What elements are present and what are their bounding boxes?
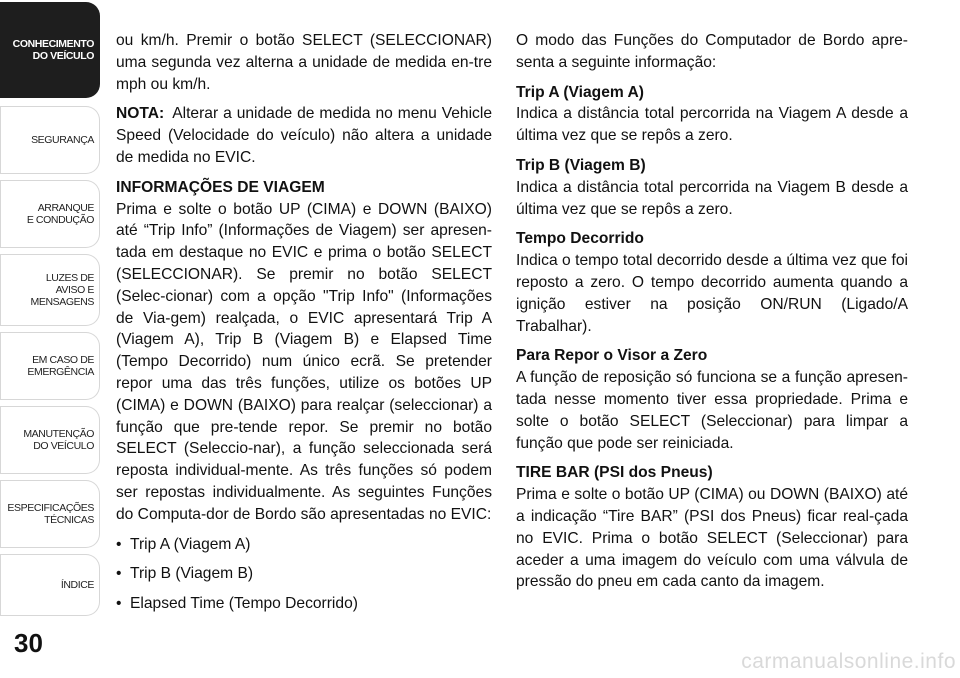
tab-label: EM CASO DE EMERGÊNCIA [27,354,94,378]
section-text: Indica o tempo total decorrido desde a última vez que foi reposto a zero. O tempo decorrido aumenta quando a ignição estiver na posição ON/RUN (Ligado/A Trabalhar). [516,252,908,335]
note-text: Alterar a unidade de medida no menu Vehicle Speed (Velocidade do veículo) não altera a unidade de medida no EVIC. [116,105,492,166]
tab-label: ÍNDICE [60,579,94,591]
section-heading: Trip A (Viagem A) [516,83,644,101]
section-text: A função de reposição só funciona se a função apresen-tada nesse momento tiver essa propriedade. Prima e solte o botão SELECT (Seleccionar) para limpar a função que pode ser reiniciada. [516,369,908,452]
note-paragraph [116,103,492,168]
section-text: Indica a distância total percorrida na Viagem B desde a última vez que se repôs a zero. [516,178,908,218]
section-heading-trip-info: INFORMAÇÕES DE VIAGEM [116,178,325,196]
chapter-sidebar [0,0,100,678]
tab-arranque-e-conducao[interactable] [0,180,100,248]
tab-label: ARRANQUE E CONDUÇÃO [26,202,94,226]
section-text: Indica a distância total percorrida na Viagem A desde a última vez que se repôs a zero. [516,105,908,145]
list-item: • Trip A (Viagem A) [116,534,492,556]
tab-especificacoes-tecnicas[interactable] [0,480,100,548]
tab-indice[interactable] [0,554,100,616]
section-heading: TIRE BAR (PSI dos Pneus) [516,464,713,482]
tab-manutencao-do-veiculo[interactable] [0,406,100,474]
tab-label: LUZES DE AVISO E MENSAGENS [30,272,94,308]
note-label: NOTA: [116,105,165,123]
left-column [116,30,492,623]
list-item: • Trip B (Viagem B) [116,563,492,585]
tab-label: ESPECIFICAÇÕES TÉCNICAS [7,502,94,526]
trip-info-body: Prima e solte o botão UP (CIMA) e DOWN (BAIXO) até “Trip Info” (Informações de Viagem) ser apresen-tada em destaque no EVIC e prima o botão SELECT (SELECCIONAR). Se premir no botão SELECT (Selec-cionar) com a opção "Trip Info" (Informações de Via-gem) realçada, o EVIC apresentará Trip A (Viagem A), Trip B (Viagem B) e Elapsed Time (Tempo Decorrido) num único ecrã. Se pretender repor uma das três funções, utilize os botões UP (CIMA) e DOWN (BAIXO) para realçar (seleccionar) a função que pre-tende repor. Se premir no botão SELECT (Seleccio-nar), a função seleccionada será reposta individual-mente. As três funções só podem ser repostas individualmente. As seguintes Funções do Computa-dor de Bordo são apresentadas no EVIC: [116,200,492,523]
tab-em-caso-de-emergencia[interactable] [0,332,100,400]
tab-label: CONHECIMENTO DO VEÍCULO [12,38,94,62]
tab-label: MANUTENÇÃO DO VEÍCULO [23,428,94,452]
intro-paragraph: ou km/h. Premir o botão SELECT (SELECCIONAR) uma segunda vez alterna a unidade de medida en-tre mph ou km/h. [116,32,492,93]
section-heading: Tempo Decorrido [516,230,644,248]
trip-functions-list [116,534,492,615]
tab-seguranca[interactable] [0,106,100,174]
tab-label: SEGURANÇA [31,134,94,146]
section-text: Prima e solte o botão UP (CIMA) ou DOWN (BAIXO) até a indicação “Tire BAR” (PSI dos Pneus) ficar real-çada no EVIC. Prima o botão SELECT (Seleccionar) para aceder a uma imagem do veículo com uma válvula de pressão do pneu em cada canto da imagem. [516,486,908,591]
right-column [516,30,908,601]
page-number: 30 [14,628,43,658]
section-heading: Para Repor o Visor a Zero [516,347,708,365]
tab-luzes-de-aviso[interactable] [0,254,100,326]
list-item: • Elapsed Time (Tempo Decorrido) [116,593,492,615]
right-intro: O modo das Funções do Computador de Bordo apre-senta a seguinte informação: [516,32,908,71]
section-heading: Trip B (Viagem B) [516,156,646,174]
watermark: carmanualsonline.info [741,650,956,673]
tab-conhecimento-do-veiculo[interactable] [0,2,100,98]
